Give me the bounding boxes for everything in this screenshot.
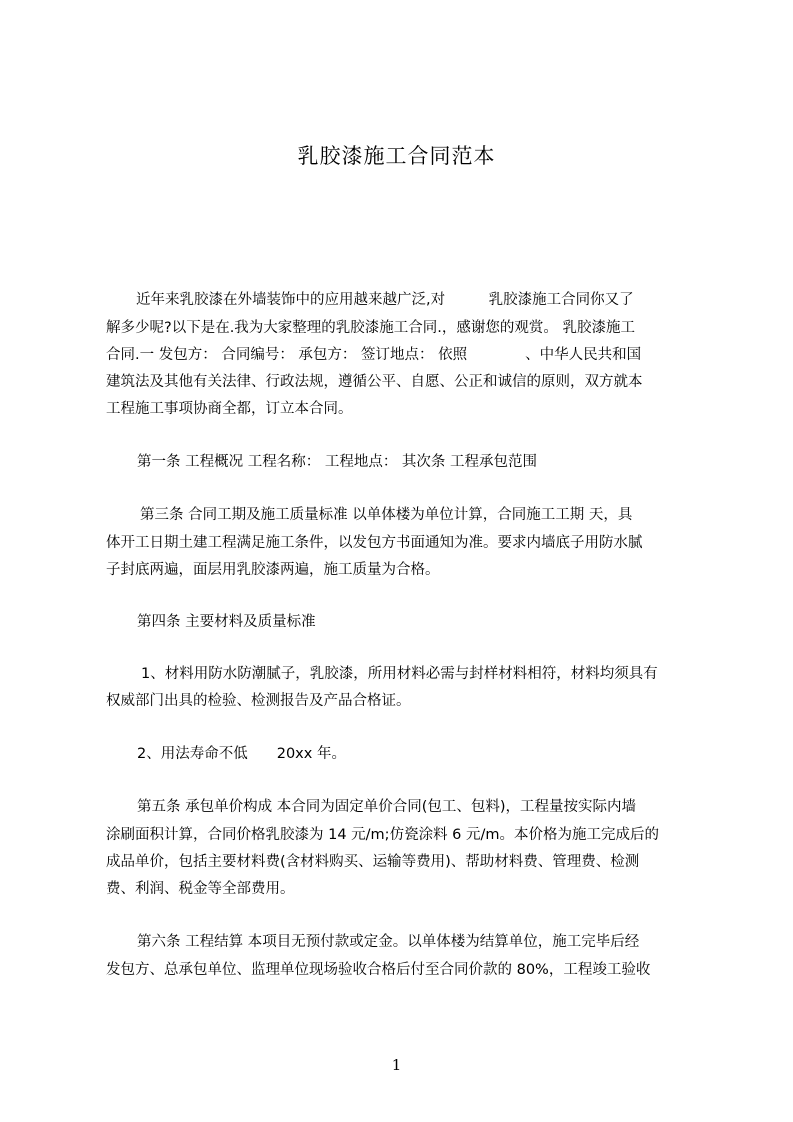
page-number: 1 — [391, 1056, 402, 1074]
body-line: 近年来乳胶漆在外墙装饰中的应用越来越广泛,对 乳胶漆施工合同你又了 — [136, 292, 634, 308]
body-line: 第四条 主要材料及质量标准 — [137, 614, 316, 630]
body-line: 体开工日期土建工程满足施工条件，以发包方书面通知为准。要求内墙底子用防水腻 — [106, 535, 643, 551]
body-line: 第三条 合同工期及施工质量标准 以单体楼为单位计算，合同施工工期 天，具 — [140, 507, 633, 523]
body-line: 建筑法及其他有关法律、行政法规，遵循公平、自愿、公正和诚信的原则，双方就本 — [106, 374, 643, 390]
body-line: 2、用法寿命不低 20xx 年。 — [137, 746, 346, 762]
body-line: 权威部门出具的检验、检测报告及产品合格证。 — [106, 693, 411, 709]
body-line: 成品单价，包括主要材料费(含材料购买、运输等费用)、帮助材料费、管理费、检测 — [106, 854, 640, 870]
body-line: 第五条 承包单价构成 本合同为固定单价合同(包工、包料)，工程量按实际内墙 — [137, 799, 637, 815]
body-line: 工程施工事项协商全都，订立本合同。 — [106, 401, 353, 417]
body-line: 解多少呢?以下是在.我为大家整理的乳胶漆施工合同.，感谢您的观赏。 乳胶漆施工 — [106, 320, 636, 336]
body-line: 第一条 工程概况 工程名称： 工程地点： 其次条 工程承包范围 — [137, 454, 538, 470]
body-line: 发包方、总承包单位、监理单位现场验收合格后付至合同价款的 80%，工程竣工验收 — [106, 962, 651, 978]
body-line: 1、材料用防水防潮腻子，乳胶漆，所用材料必需与封样材料相符，材料均须具有 — [141, 666, 658, 682]
body-line: 子封底两遍，面层用乳胶漆两遍，施工质量为合格。 — [106, 562, 440, 578]
body-line: 费、利润、税金等全部费用。 — [106, 881, 295, 897]
body-line: 合同.一 发包方： 合同编号： 承包方： 签订地点： 依照 、中华人民共和国 — [106, 347, 642, 363]
document-title: 乳胶漆施工合同范本 — [297, 144, 496, 168]
body-line: 第六条 工程结算 本项目无预付款或定金。以单体楼为结算单位，施工完毕后经 — [137, 934, 640, 950]
body-line: 涂刷面积计算，合同价格乳胶漆为 14 元/m;仿瓷涂料 6 元/m。本价格为施工完成后的 — [106, 827, 660, 843]
